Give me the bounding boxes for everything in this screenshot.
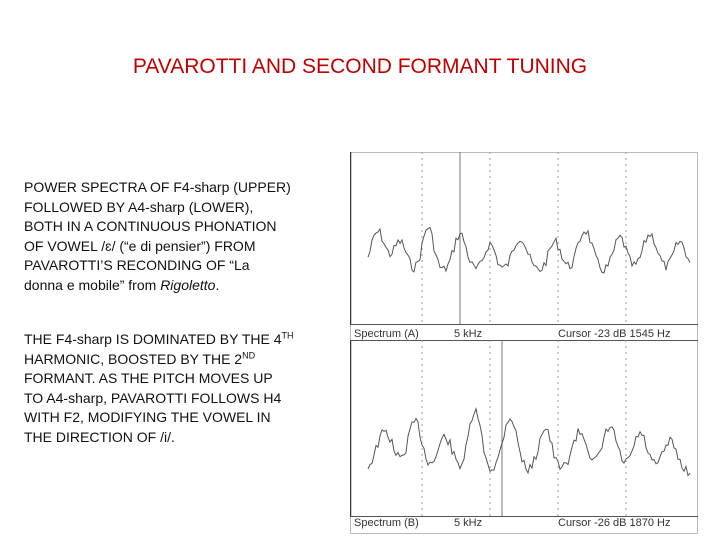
superscript: ND bbox=[242, 349, 256, 360]
spectrum-upper-cursor: Cursor -23 dB 1545 Hz bbox=[558, 328, 671, 340]
text-line bbox=[24, 350, 344, 370]
text-line bbox=[24, 276, 344, 296]
explanation-paragraph bbox=[24, 330, 344, 447]
text-line: OF VOWEL /ɛ/ (“e di pensier”) FROM bbox=[24, 237, 256, 254]
text-line: POWER SPECTRA OF F4-sharp (UPPER) bbox=[24, 179, 291, 195]
text-line: BOTH IN A CONTINUOUS PHONATION bbox=[24, 218, 277, 234]
text-line: TO A4-sharp, PAVAROTTI FOLLOWS H4 bbox=[24, 389, 282, 406]
spectrum-lower-range: 5 kHz bbox=[454, 517, 483, 529]
text-line: THE DIRECTION OF /i/. bbox=[24, 428, 175, 445]
text-line: WITH F2, MODIFYING THE VOWEL IN bbox=[24, 409, 271, 425]
spectrum-lower-cursor: Cursor -26 dB 1870 Hz bbox=[558, 517, 671, 529]
description-paragraph bbox=[24, 178, 344, 295]
spectrogram-image bbox=[350, 152, 698, 534]
text-span: THE F4-sharp IS DOMINATED BY THE 4 bbox=[24, 331, 282, 347]
superscript: TH bbox=[281, 330, 294, 341]
opera-title: Rigoletto bbox=[160, 276, 216, 293]
text-span: donna e mobile” from bbox=[24, 276, 161, 293]
text-span: . bbox=[215, 276, 220, 293]
spectrum-upper-range: 5 kHz bbox=[454, 328, 483, 340]
spectrum-upper-label: Spectrum (A) bbox=[354, 328, 419, 340]
text-line: FOLLOWED BY A4-sharp (LOWER), bbox=[24, 198, 254, 215]
text-line bbox=[24, 330, 344, 350]
text-line: PAVAROTTI’S RECONDING OF “La bbox=[24, 257, 250, 273]
slide-title: PAVAROTTI AND SECOND FORMANT TUNING bbox=[132, 55, 588, 78]
spectrum-lower-label: Spectrum (B) bbox=[354, 517, 419, 529]
image-border bbox=[351, 153, 698, 534]
text-line: FORMANT. AS THE PITCH MOVES UP bbox=[24, 370, 273, 386]
text-span: HARMONIC, BOOSTED BY THE 2 bbox=[24, 350, 243, 367]
spectrum-plots bbox=[350, 152, 698, 534]
